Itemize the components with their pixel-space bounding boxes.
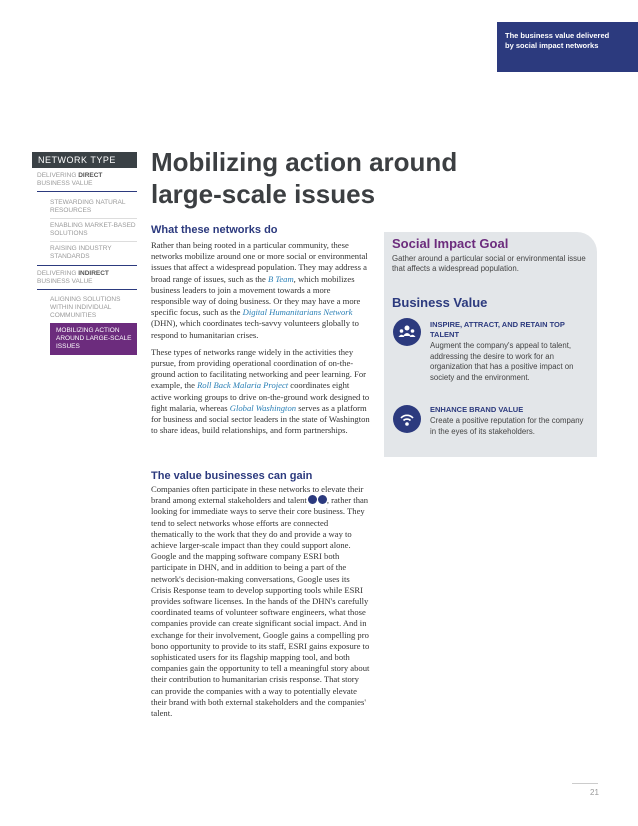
section-heading-value: The value businesses can gain [151,470,313,482]
broadcast-icon [318,495,327,504]
broadcast-icon [393,405,421,433]
indirect-label-bold: INDIRECT [78,270,109,277]
page-number: 21 [590,788,599,797]
tagline-line-2: by social impact networks [505,41,599,50]
sidebar-divider [37,265,137,266]
sidebar-section-direct [37,172,137,188]
business-value-title: Business Value [392,295,488,310]
paragraph-2 [151,347,371,437]
page-number-rule [572,783,598,784]
sidebar-item-mobilizing[interactable]: MOBILIZING ACTION AROUND LARGE-SCALE ISSUES [50,323,137,355]
link-b-team[interactable]: B Team [267,273,294,284]
value-item-body-brand: Create a positive reputation for the company in the eyes of its stakeholders. [430,416,584,436]
title-line-2: large-scale issues [151,179,376,209]
page-title [151,146,491,210]
p2-text-c: serves as a platform for business and social sector leaders in the state of Washington to share ideas, build relationships, and form partnerships. [151,402,370,436]
tagline-line-1: The business value delivered [505,31,610,40]
header-tagline [497,22,638,72]
sidebar-section-indirect [37,270,137,286]
paragraph-1 [151,240,371,341]
section-heading-what: What these networks do [151,224,278,236]
p2-text-b: coordinates eight active working groups to drive on-the-ground work designed to fight malaria, whereas [151,380,370,413]
sidebar-divider [37,289,137,290]
social-impact-goal-body: Gather around a particular social or environmental issue that affects a widespread population. [392,254,586,274]
sidebar-item-raising[interactable]: RAISING INDUSTRY STANDARDS [50,241,137,261]
social-impact-goal-title: Social Impact Goal [392,236,509,251]
sidebar-heading: NETWORK TYPE [32,152,137,168]
sidebar-item-stewarding[interactable]: STEWARDING NATURAL RESOURCES [50,199,126,214]
value-item-heading-brand: ENHANCE BRAND VALUE [430,405,524,414]
p3-text-a: Companies often participate in these networks to elevate their brand among external stakeholders and talent [151,484,364,506]
value-item-body-talent: Augment the company's appeal to talent, addressing the desire to work for an organization that has a positive impact on society and the environment. [430,341,574,382]
direct-label-prefix: DELIVERING [37,172,79,179]
sidebar-item-enabling[interactable]: ENABLING MARKET-BASED SOLUTIONS [50,218,137,238]
title-line-1: Mobilizing action around [151,147,458,177]
people-icon [308,495,317,504]
indirect-label-prefix: DELIVERING [37,270,79,277]
sidebar-divider [37,191,137,192]
people-icon [393,318,421,346]
link-digital-humanitarians[interactable]: Digital Humanitarians Network [242,307,353,318]
direct-label-bold: DIRECT [78,172,103,179]
p1-text-a: Rather than being rooted in a particular community, these networks mobilize around one or more social or environmental issues that affect a widespread population. They may address a broad range of issues, such as the [151,240,368,284]
paragraph-3 [151,484,371,719]
p1-text-c: (DHN), which coordinates tech-savvy volunteers globally to respond to humanitarian crises. [151,318,359,340]
p2-text-a: These types of networks range widely in the activities they pursue, from providing operational coordination of on-the-ground action to facilitating networking and peer learning. For example, the [151,346,367,391]
sidebar-item-aligning[interactable]: ALIGNING SOLUTIONS WITHIN INDIVIDUAL COMMUNITIES [50,296,121,319]
link-roll-back-malaria[interactable]: Roll Back Malaria Project [197,380,289,391]
indirect-label-suffix: BUSINESS VALUE [37,278,93,285]
p1-text-b: , which mobilizes business leaders to join a movement towards a more responsible way of doing business. Or they may have a more specific focus, such as the [151,273,361,318]
p3-text-b: , rather than looking for immediate ways to serve their core business. They tend to select networks whose efforts are connected thematically to the work that they do and provide a way to achieve larger-scale impact than they could support alone. Google and the mapping software company ESRI both participate in DHN, and in addition to being a part of the network's decision-making conversations, Google uses its Crisis Response team to develop supporting tools while ESRI provides software licenses. In the hands of the DHN's carefully coordinated teams of volunteer software engineers, what those companies provide can create significant social impact. And in exchange for their involvement, Google gains a compelling pro bono opportunity to provide to its staff, ESRI gains exposure to sophisticated users for its flagship mapping tool, and both companies gain the opportunity to tell a meaningful story about their contribution to humanitarian crisis response. That story can provide the companies with a way to potentially elevate their brand with both external stakeholders and the companies' talent. [151,495,370,719]
value-item-heading-talent: INSPIRE, ATTRACT, AND RETAIN TOP TALENT [430,320,565,339]
direct-label-suffix: BUSINESS VALUE [37,180,93,187]
body-text-2 [151,484,371,725]
body-text-1 [151,240,371,442]
link-global-washington[interactable]: Global Washington [229,402,297,413]
